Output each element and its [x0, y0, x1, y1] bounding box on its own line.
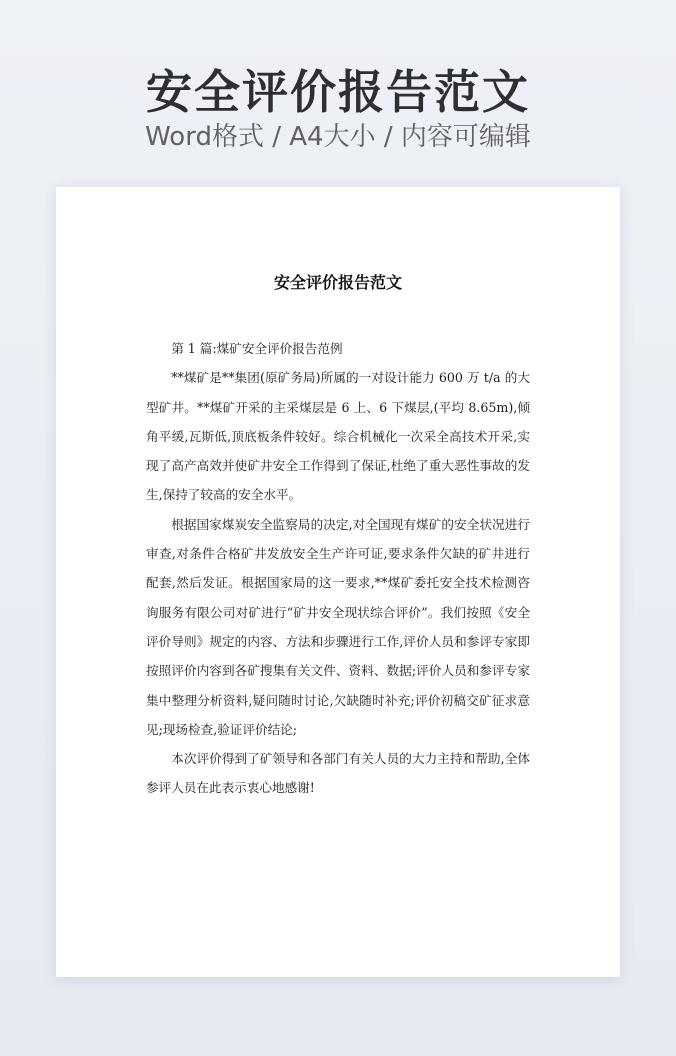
document-page	[56, 187, 620, 977]
paragraph-2: 根据国家煤炭安全监察局的决定,对全国现有煤矿的安全状况进行审查,对条件合格矿井发放安全生产许可证,要求条件欠缺的矿井进行配套,然后发证。根据国家局的这一要求,**煤矿委托安全技术检测咨询服务有限公司对矿进行“矿井安全现状综合评价”。我们按照《安全评价导则》规定的内容、方法和步骤进行工作,评价人员和参评专家即按照评价内容到各矿搜集有关文件、资料、数据;评价人员和参评专家集中整理分析资料,疑问随时讨论,欠缺随时补充;评价初稿交矿征求意见;现场检查,验证评价结论;	[146, 516, 530, 737]
document-body	[146, 334, 530, 803]
paragraph-1: **煤矿是**集团(原矿务局)所属的一对设计能力 600 万 t/a 的大型矿井。**煤矿开采的主采煤层是 6 上、6 下煤层,(平均 8.65m),倾角平缓,瓦斯低,顶底板条件较好。综合机械化一次采全高技术开采,实现了高产高效并使矿井安全工作得到了保证,杜绝了重大恶性事故的发生,保持了较高的安全水平。	[146, 370, 530, 503]
banner-subtitle: Word格式 / A4大小 / 内容可编辑	[145, 122, 531, 152]
paragraph-3: 本次评价得到了矿领导和各部门有关人员的大力主持和帮助,全体参评人员在此表示衷心地感谢!	[146, 751, 530, 796]
document-title: 安全评价报告范文	[273, 273, 402, 292]
banner-title: 安全评价报告范文	[146, 65, 530, 119]
section-heading: 第 1 篇:煤矿安全评价报告范例	[171, 341, 343, 356]
